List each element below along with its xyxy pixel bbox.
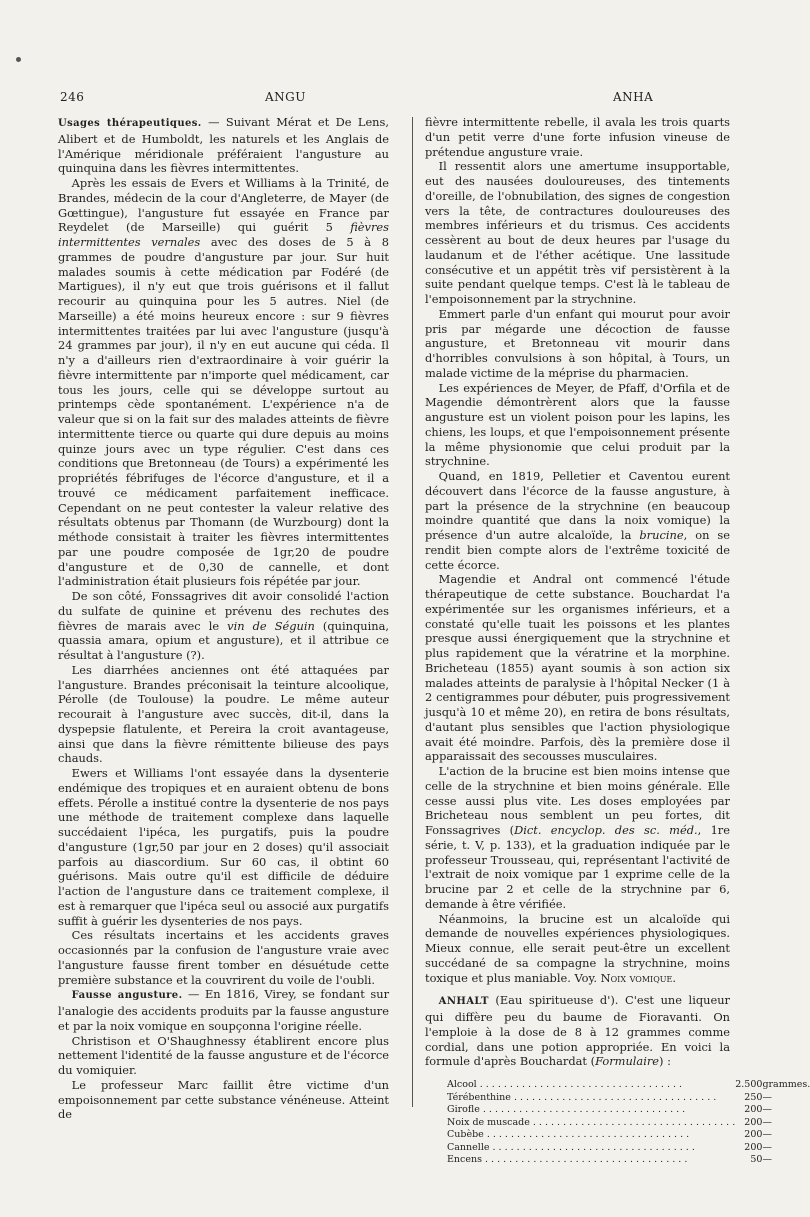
paragraph-text: L'action de la brucine est bien moins intense que celle de la strychnine et bien moins générale. Elle cesse aussi plus vite. Les doses employées par Bricheteau nous semblent un peu fortes, dit Fonssagrives ( (425, 764, 730, 837)
italic-text: Dict. encyclop. des sc. méd. (514, 823, 698, 837)
italic-text: brucine (639, 528, 684, 542)
paragraph: Les expériences de Meyer, de Pfaff, d'Orfila et de Magendie démontrèrent alors que la fausse angusture est un violent poison pour les lapins, les chiens, les loups, et que l'empoisonnement présente la même physionomie que celui produit par la strychnine. (425, 380, 730, 469)
paragraph: Christison et O'Shaughnessy établirent encore plus nettement l'identité de la fausse angusture et de l'écorce du vomiquier. (58, 1033, 389, 1077)
paragraph (425, 469, 730, 572)
italic-text: vin de Séguin (227, 618, 315, 633)
page-number: 246 (60, 90, 85, 104)
ingredient-unit: — (762, 1104, 772, 1115)
ingredient-quantity: 50 (750, 1154, 763, 1165)
paragraph-text: ) : (659, 1054, 671, 1069)
ingredient-quantity: 200 (744, 1141, 763, 1153)
paragraph (58, 987, 389, 1033)
paragraph-text: De son côté, Fonssagrives dit avoir consolidé l'action du sulfate de quinine et prévenu des rechutes des fièvres de marais avec le (58, 589, 389, 633)
ingredient-name: Encens . . . (447, 1154, 735, 1167)
formula-row (447, 1129, 810, 1142)
ingredient-name: Alcool . . . (447, 1079, 735, 1092)
ingredient-quantity: 250 (744, 1091, 763, 1103)
left-running-head: ANGU (265, 90, 306, 104)
margin-dot (16, 57, 21, 62)
paragraph-text: . (672, 970, 676, 985)
section-heading: Fausse angusture. (71, 990, 183, 1002)
italic-text: fièvres intermittentes vernales (58, 220, 389, 249)
ingredient-name: Cubèbe . . . (447, 1129, 735, 1142)
paragraph: Emmert parle d'un enfant qui mourut pour avoir pris par mégarde une décoction de fausse angusture, et Bretonneau vit mourir dans d'horribles convulsions à son hôpital, à Tours, un malade victime de la méprise du pharmacien. (425, 306, 730, 380)
ingredient-unit: — (762, 1091, 772, 1103)
paragraph-text: (quinquina, quassia amara, opium et angusture), et il attribue ce résultat à l'angusture (?). (58, 618, 389, 662)
paragraph-text: — Suivant Mérat et De Lens, Alibert et de Humboldt, les naturels et les Anglais de l'Amérique méridionale préféraient l'angusture au quinquina dans les fièvres intermittentes. (58, 115, 389, 176)
paragraph-text: , on se rendit bien compte alors de l'extrême toxicité de cette écorce. (425, 528, 730, 572)
section-heading: Usages thérapeutiques. (58, 118, 202, 129)
formula-row (447, 1154, 810, 1167)
paragraph-text: , 1re série, t. V, p. 133), et la graduation indiquée par le professeur Trousseau, qui, représentant l'activité de l'extrait de noix vomique par 1 exprime celle de la brucine par 2 et celle de la strychnine par 6, demande à être vérifiée. (425, 823, 730, 911)
right-running-head: ANHA (613, 90, 654, 104)
paragraph: Le professeur Marc faillit être victime d'un empoisonnement par cette substance vénéneuse. Atteint de (58, 1077, 389, 1122)
ingredient-name: Térébenthine . . . (447, 1092, 735, 1105)
ingredient-name: Cannelle . . . (447, 1142, 735, 1155)
ingredient-unit: — (762, 1116, 772, 1128)
ingredient-quantity: 200 (744, 1104, 763, 1115)
formula-table (447, 1079, 810, 1167)
ingredient-quantity: 2.500 (735, 1079, 763, 1090)
paragraph (425, 764, 730, 912)
formula-row (447, 1092, 810, 1105)
italic-text: Formulaire (595, 1054, 660, 1069)
paragraph-text: — En 1816, Virey, se fondant sur l'analogie des accidents produits par la fausse angusture et par la noix vomique en soupçonna l'origine réelle. (58, 987, 390, 1033)
paragraph-text: Néanmoins, la brucine est un alcaloïde qui demande de nouvelles expériences physiologiques. Mieux connue, elle serait peut-être un excellent succédané de sa compagne la strychnine, moins toxique et plus maniable. Voy. (425, 911, 730, 985)
formula-row (447, 1142, 810, 1155)
ingredient-quantity: 200 (744, 1129, 763, 1140)
paragraph-text: Quand, en 1819, Pelletier et Caventou eurent découvert dans l'écorce de la fausse angusture, à part la présence de la strychnine (en beaucoup moindre quantité que dans la noix vomique) la présence d'un autre alcaloïde, la (425, 469, 730, 542)
paragraph (58, 589, 389, 663)
formula-row (447, 1104, 810, 1117)
paragraph: Ces résultats incertains et les accidents graves occasionnés par la confusion de l'angusture vraie avec l'angusture fausse firent tomber en désuétude cette première substance et la couvrirent du voile de l'oubli. (58, 928, 389, 987)
right-column (425, 115, 810, 1167)
paragraph: Ewers et Williams l'ont essayée dans la dysenterie endémique des tropiques et en auraient obtenu de bons effets. Pérolle a institué contre la dysenterie de nos pays une méthode de traitement complexe dans laquelle succédaient l'ipéca, les purgatifs, puis la poudre d'angusture (1gr,50 par jour en 2 doses) qu'il associait parfois au diascordium. Sur 60 cas, il obtint 60 guérisons. Mais outre qu'il est difficile de déduire l'action de l'angusture dans ce traitement complexe, il est à remarquer que l'ipéca seul ou associé aux purgatifs suffit à guérir les dysenteries de nos pays. (58, 766, 389, 928)
left-column (58, 115, 389, 1122)
paragraph-text: Après les essais de Evers et Williams à la Trinité, de Brandes, médecin de la cour d'Angleterre, de Mayer (de Gœttingue), l'angusture fut essayée en France par Reydelet (de Marseille) qui guérit 5 (58, 176, 389, 235)
formula-row (447, 1079, 810, 1092)
paragraph-text: avec des doses de 5 à 8 grammes de poudre d'angusture par jour. Sur huit malades soumis à cette médication par Fodéré (de Martigues), il n'y eut que trois guérisons et il fallut recourir au quinquina pour les 5 autres. Niel (de Marseille) a été moins heureux encore : sur 9 fièvres intermittentes traitées par lui avec l'angusture (jusqu'à 24 grammes par jour), il n'y en eut aucune qui céda. Il n'y a d'ailleurs rien d'extraordinaire à voir guérir la fièvre intermittente par n'importe quel médicament, car tous les jours, celle qui se développe surtout au printemps cède spontanément. L'expérience n'a de valeur que si on la fait sur des malades atteints de fièvre intermittente tierce ou quarte qui dure depuis au moins quinze jours avec un type régulier. C'est dans ces conditions que Bretonneau (de Tours) a expérimenté les propriétés fébrifuges de l'écorce d'angusture, et il a trouvé ce médicament parfaitement inefficace. Cependant on ne peut contester la valeur relative des résultats obtenus par Thomann (de Wurzbourg) dont la méthode consistait à traiter les fièvres intermittentes par une poudre composée de 1gr,20 de poudre d'angusture et de 0,30 de cannelle, et dont l'administration était plusieurs fois répétée par jour. (58, 235, 390, 589)
ingredient-quantity: 200 (744, 1116, 763, 1128)
paragraph (58, 176, 389, 589)
paragraph: Magendie et Andral ont commencé l'étude thérapeutique de cette substance. Bouchardat l'a expérimentée sur les organismes inférieurs, et a constaté qu'elle tuait les poissons et les plantes presque aussi énergiquement que la strychnine et plus rapidement que la vératrine et la morphine. Bricheteau (1855) ayant soumis à son action six malades atteints de paralysie à l'hôpital Necker (1 à 2 centigrammes pour débuter, puis progressivement jusqu'à 10 et même 20), en retira de bons résultats, d'autant plus sensibles que l'action physiologique avait été moindre. Parfois, dès la première dose il apparaissait des secousses musculaires. (425, 572, 730, 764)
ingredient-name: Girofle . . . (447, 1104, 735, 1117)
paragraph: Il ressentit alors une amertume insupportable, eut des nausées douloureuses, des tintements d'oreille, de l'obnubilation, des signes de congestion vers la tête, de contractures douloureuses des membres inférieurs et du trismus. Ces accidents cessèrent au bout de deux heures par l'usage du laudanum et de l'éther acétique. Une lassitude consécutive et un appétit très vif persistèrent à la suite pendant quelque temps. C'est là le tableau de l'empoisonnement par la strychnine. (425, 159, 730, 306)
column-divider (412, 117, 413, 1107)
ingredient-unit: — (762, 1154, 772, 1165)
paragraph (425, 993, 730, 1069)
formula-row (447, 1117, 810, 1130)
ingredient-name: Noix de muscade . . . (447, 1117, 735, 1130)
paragraph: fièvre intermittente rebelle, il avala les trois quarts d'un petit verre d'une forte infusion vineuse de prétendue angusture vraie. (425, 115, 730, 159)
paragraph-text: (Eau spiritueuse d'). C'est une liqueur qui diffère peu du baume de Fioravanti. On l'emploie à la dose de 8 à 12 grammes comme cordial, dans une potion appropriée. En voici la formule d'après Bouchardat ( (425, 993, 730, 1069)
paragraph (425, 912, 730, 986)
ingredient-unit: grammes. (762, 1079, 810, 1090)
paragraph (58, 115, 389, 176)
ingredient-unit: — (762, 1129, 772, 1140)
cross-reference: Noix vomique (600, 970, 673, 985)
paragraph: Les diarrhées anciennes ont été attaquées par l'angusture. Brandes préconisait la teinture alcoolique, Pérolle (de Toulouse) la poudre. Le même auteur recourait à l'angusture avec succès, dit-il, dans la dyspepsie flatulente, et Pereira la croit avantageuse, ainsi que dans la fièvre rémittente bilieuse des pays chauds. (58, 662, 389, 766)
page-header (60, 90, 740, 110)
ingredient-unit: — (762, 1141, 772, 1153)
entry-headword: ANHALT (438, 996, 489, 1008)
